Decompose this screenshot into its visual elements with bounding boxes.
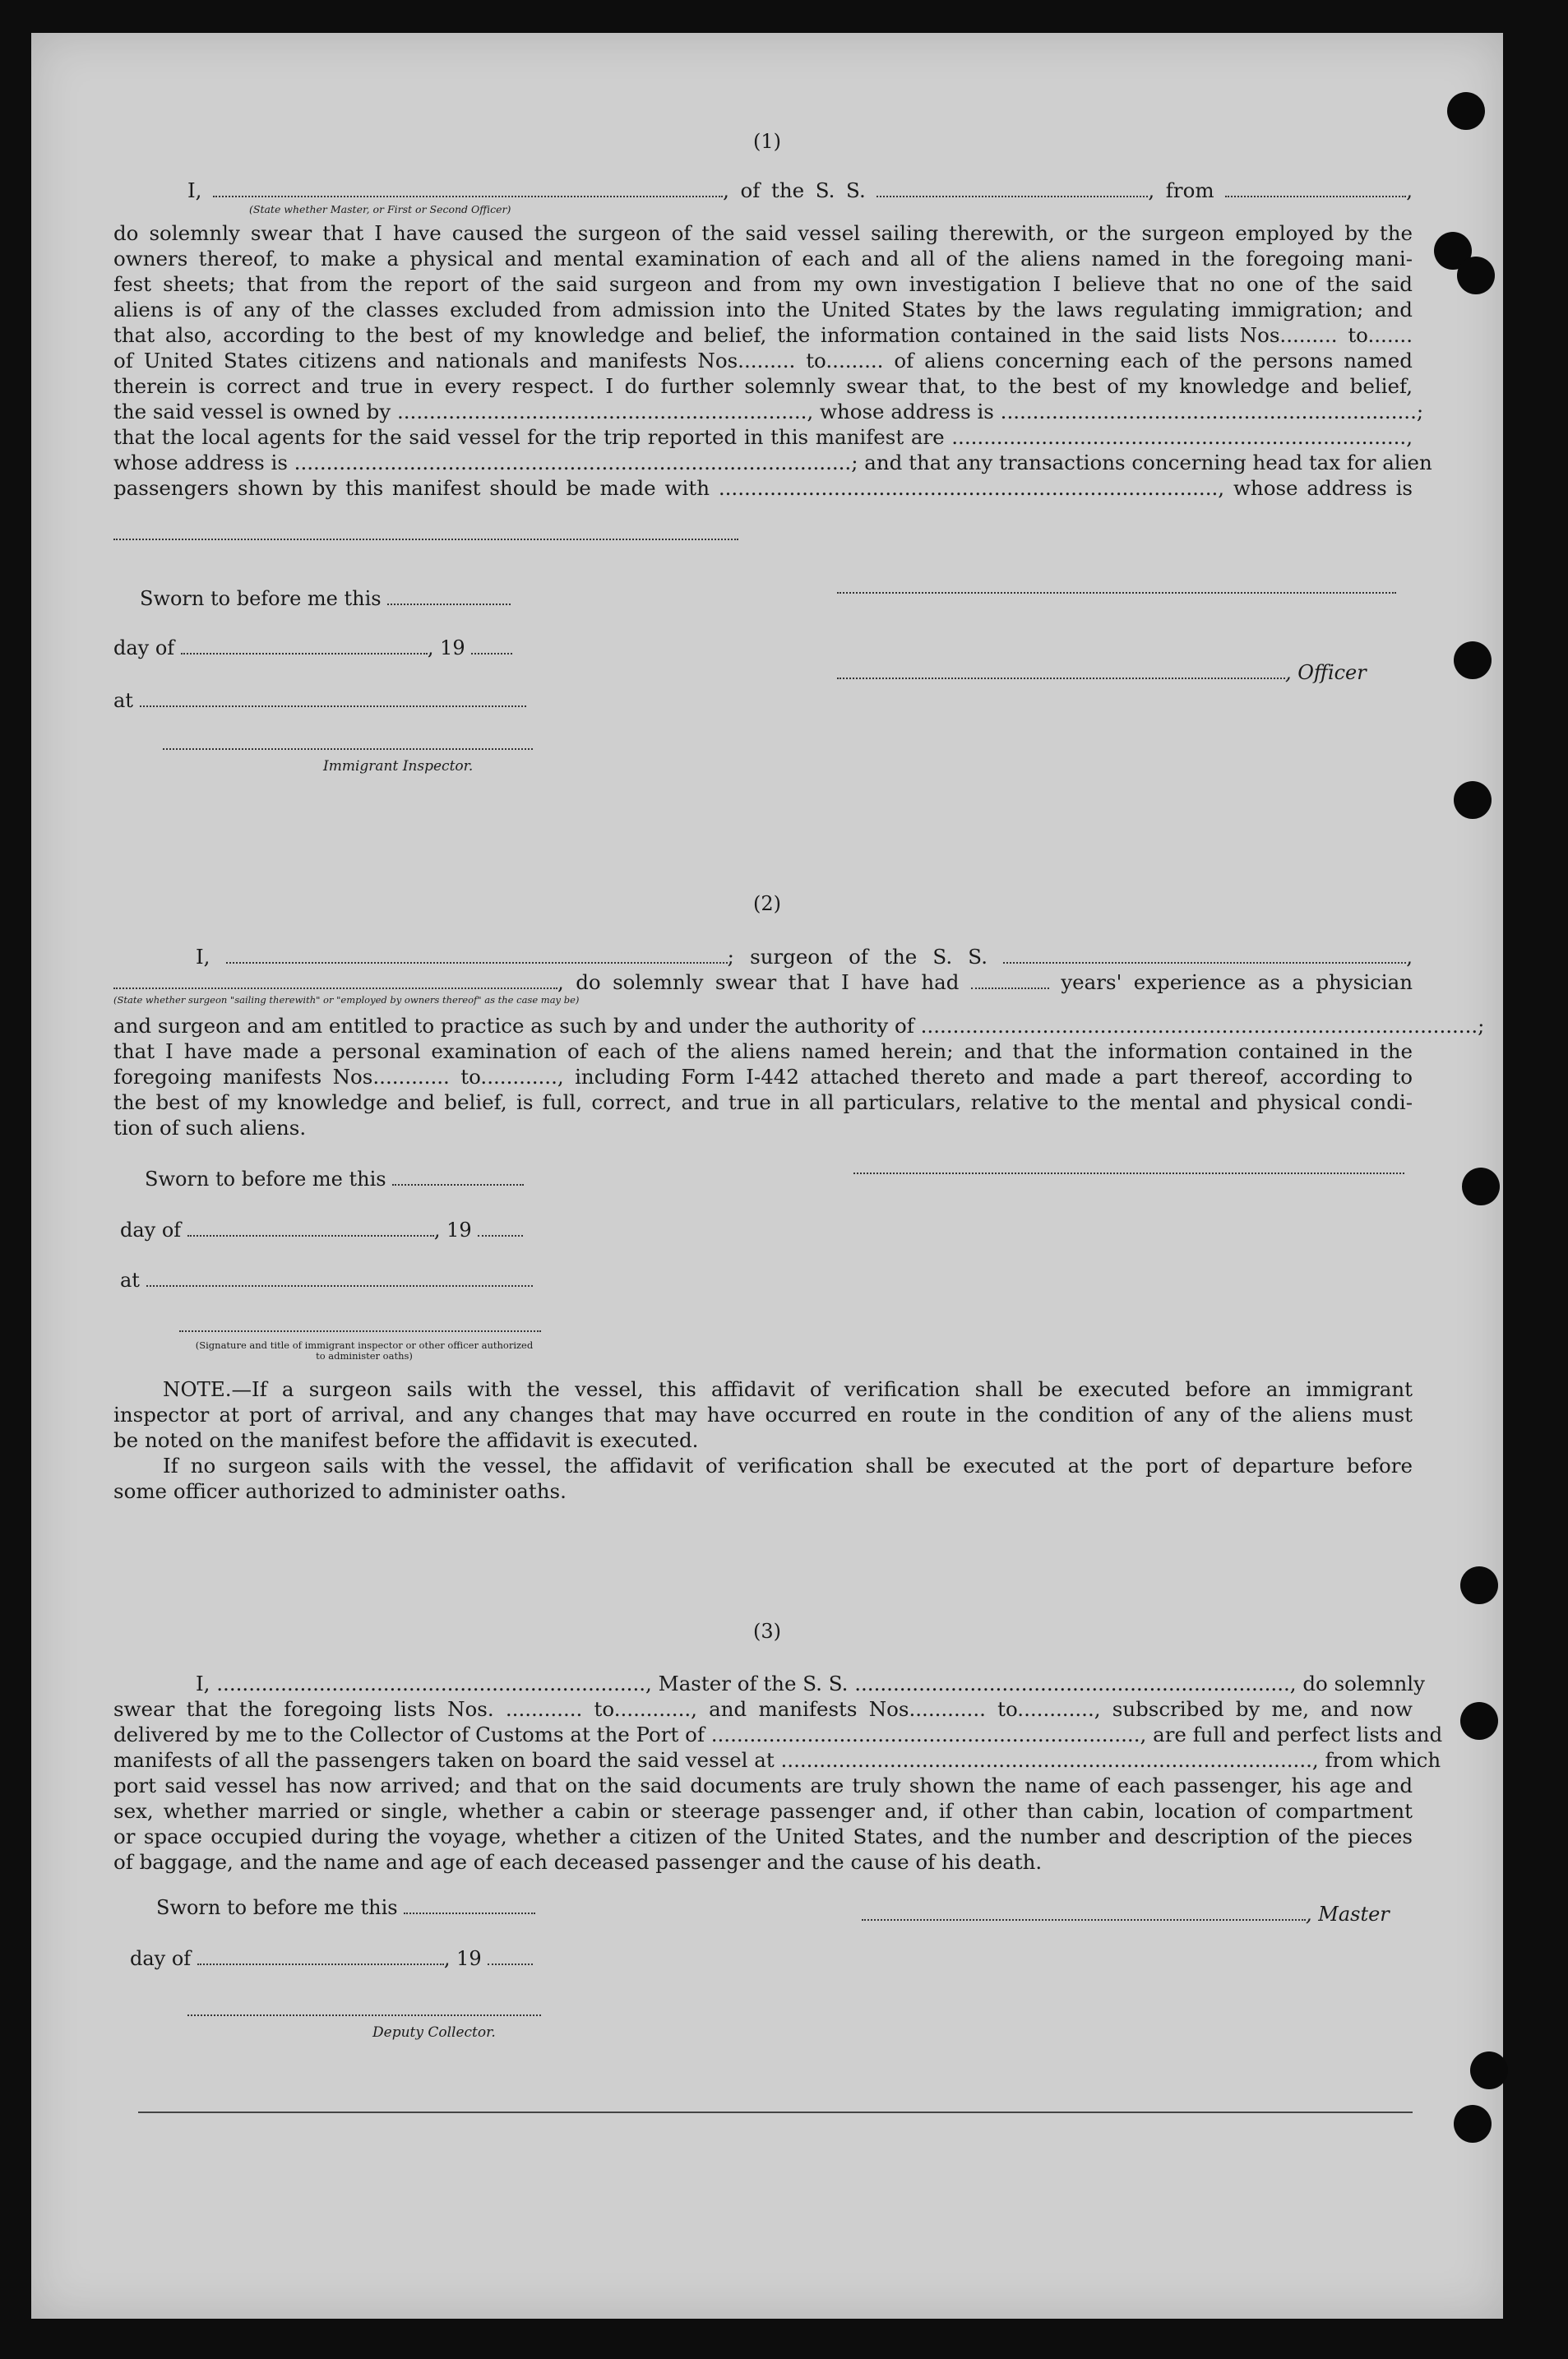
inspector-caption: Immigrant Inspector. — [323, 758, 474, 775]
section-2-note: NOTE.—If a surgeon sails with the vessel, this affidavit of verification shall be executed before an immigrant inspector at port of arrival, and any changes that may have occurred en route in the condition of any of the aliens must be noted on the manifest before the affidavit is executed. If no surgeon sails with the vessel, the affidavit of verification shall be executed at the port of departure before some officer authorized to administer oaths. — [113, 1377, 1413, 1503]
section-3-number: (3) — [753, 1620, 781, 1643]
administering-officer-line[interactable] — [179, 1330, 541, 1332]
punch-hole — [1470, 2051, 1508, 2089]
punch-hole — [1454, 2105, 1492, 2143]
master-signature-row: , Master — [862, 1903, 1390, 1926]
surgeon-signature-line[interactable] — [853, 1173, 1404, 1174]
section-2-intro: I, ; surgeon of the S. S. , , do solemnly swear that I have had years' experience as a physician — [113, 944, 1413, 995]
section-2-number: (2) — [753, 892, 781, 915]
section-1-oath: do solemnly swear that I have caused the surgeon of the said vessel sailing therewith, or the surgeon employed by the owners thereof, to make a physical and mental examination of each and all of the aliens named in the foregoing mani- fest sheets; that from the report of the said surgeon and from my own investigation I believe that no one of the said aliens is of any of the classes excluded from admission into the United States by the laws regulating immigration; and that also, according to the best of my knowledge and belief, the information contained in the said lists Nos......... to....... of United States citizens and nationals and manifests Nos......... to......... of aliens concerning each of the persons named therein is correct and true in every respect. I do further solemnly swear that, to the best of my knowledge and belief, the said vessel is owned by ................................................................, whose address is .................................................................; that the local agents for the said vessel for the trip reported in this manifest are ......................................................................., whose address is .......................................................................................; and that any transactions concerning head tax for alien passengers shown by this manifest should be made with .............................................................................., whose address is — [113, 221, 1432, 500]
sworn-row-2: Sworn to before me this — [145, 1168, 524, 1191]
master-signature-line[interactable] — [837, 592, 1396, 594]
collector-signature-line[interactable] — [187, 2014, 541, 2016]
at-row-2: at — [120, 1269, 533, 1292]
sworn-row-1: Sworn to before me this — [140, 587, 511, 610]
day-of-row-3: day of , 19 — [130, 1947, 533, 1970]
section-1-number: (1) — [753, 130, 781, 153]
at-row-1: at — [113, 689, 526, 712]
manifest-back-page — [31, 33, 1503, 2319]
surgeon-type-hint: (State whether surgeon "sailing therewith" or "employed by owners thereof" as the case may be) — [113, 994, 580, 1006]
punch-hole — [1457, 257, 1495, 294]
punch-hole — [1454, 641, 1492, 679]
collector-caption: Deputy Collector. — [372, 2024, 496, 2041]
officer-title-hint: (State whether Master, or First or Second Officer) — [249, 203, 511, 215]
day-of-row-1: day of , 19 — [113, 636, 512, 659]
sworn-row-3: Sworn to before me this — [156, 1896, 535, 1919]
punch-hole — [1460, 1702, 1498, 1740]
punch-hole — [1447, 92, 1485, 130]
day-of-row-2: day of , 19 — [120, 1219, 523, 1242]
inspector-signature-line[interactable] — [163, 748, 533, 750]
section-1-intro: I, , of the S. S. , from , — [187, 178, 1413, 202]
section-3-oath: I, ..................................................................., Master of the S. S. ...................................................................., do solemnly swear that the foregoing lists Nos. ............ to............, and manifests Nos............ to............, subscribed by me, and now delivered by me to the Collector of Customs at the Port of ..................................................................., are full and perfect lists and manifests of all the passengers taken on board the said vessel at ..................................................................................., from which port said vessel has now arrived; and that on the said documents are truly shown the name of each passenger, his age and sex, whether married or single, whether a cabin or steerage passenger and, if other than cabin, location of compartment or space occupied during the voyage, whether a citizen of the United States, and the number and description of the pieces of baggage, and the name and age of each deceased passenger and the cause of his death. — [113, 1672, 1443, 1874]
officer-signature-row: , Officer — [837, 661, 1367, 684]
punch-hole — [1454, 781, 1492, 819]
section-2-oath: and surgeon and am entitled to practice as such by and under the authority of .......................................................................................; that I have made a personal examination of each of the aliens named herein; and that the information contained in the foregoing manifests Nos............ to............, including Form I-442 attached thereto and made a part thereof, according to the best of my knowledge and belief, is full, correct, and true in all particulars, relative to the mental and physical condi- tion of such aliens. — [113, 1014, 1485, 1140]
signature-caption: (Signature and title of immigrant inspector or other officer authorized to administer oaths) — [195, 1339, 534, 1362]
punch-hole — [1462, 1168, 1500, 1205]
bottom-rule — [138, 2112, 1413, 2113]
agent-address-line[interactable] — [113, 539, 738, 540]
punch-hole — [1460, 1566, 1498, 1604]
